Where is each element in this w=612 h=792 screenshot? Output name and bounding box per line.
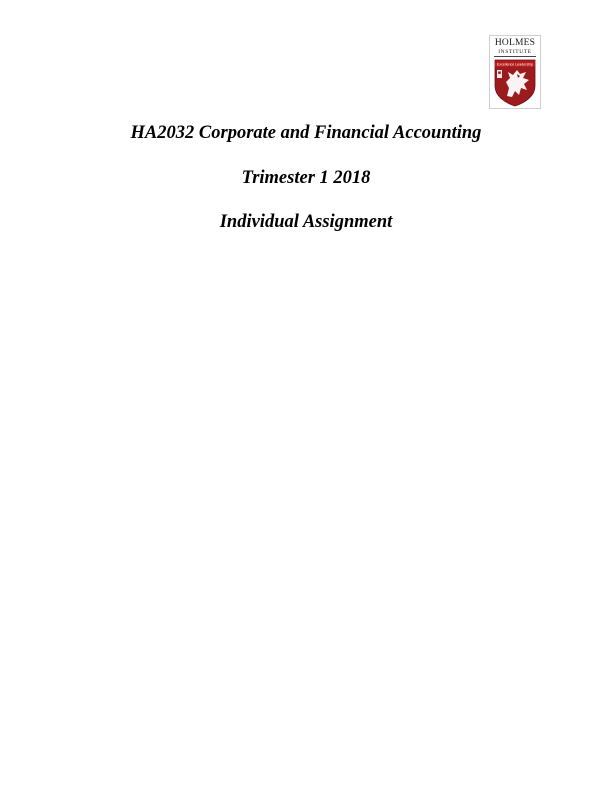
logo-divider xyxy=(494,56,536,57)
logo-name: HOLMES xyxy=(494,38,536,48)
logo-banner-text: Excellence Leadership xyxy=(496,62,534,67)
logo-subtitle: INSTITUTE xyxy=(498,49,532,55)
term-label: Trimester 1 2018 xyxy=(241,168,371,188)
course-title: HA2032 Corporate and Financial Accounting xyxy=(130,123,482,143)
assignment-type: Individual Assignment xyxy=(219,212,393,232)
griffin-shield-icon xyxy=(493,58,537,107)
holmes-institute-logo xyxy=(489,35,541,109)
